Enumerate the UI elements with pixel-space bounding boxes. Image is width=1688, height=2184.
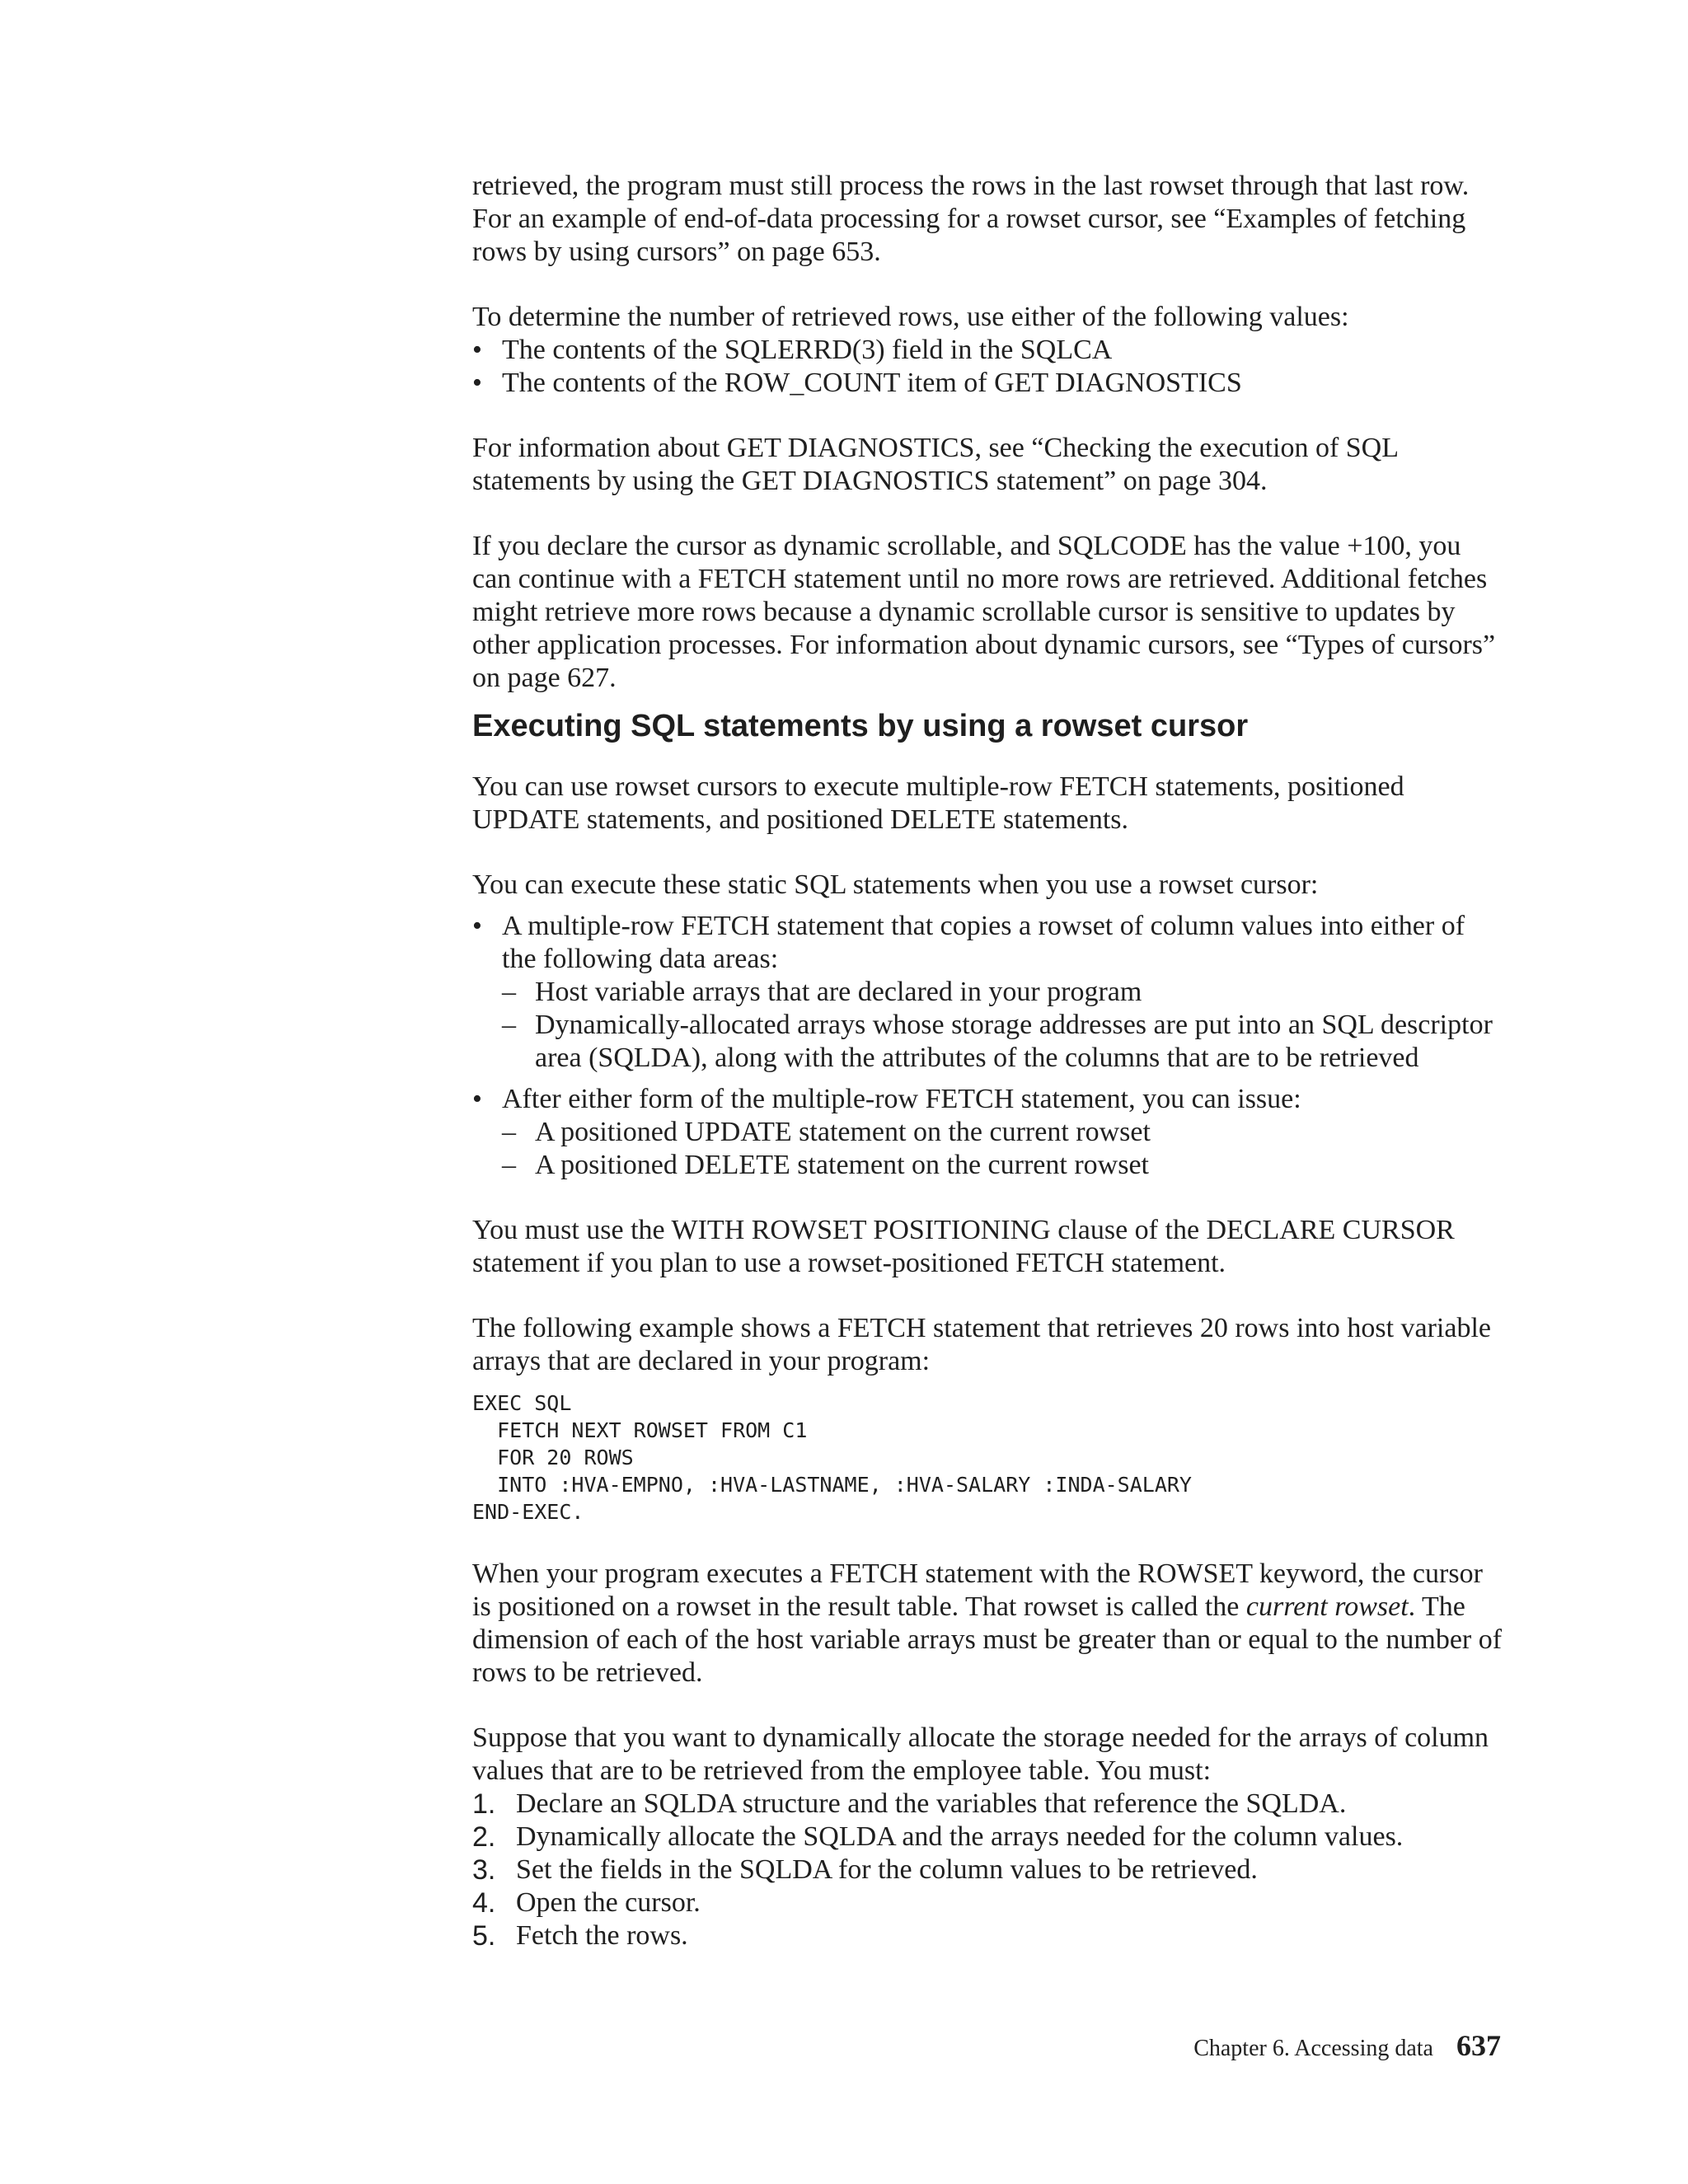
sub-list xyxy=(502,976,1503,1075)
list-item: • The contents of the SQLERRD(3) field in the SQLCA xyxy=(472,334,1503,367)
section-intro: You can use rowset cursors to execute multiple-row FETCH statements, positioned UPDATE statements, and positioned DELETE statements. xyxy=(472,771,1404,835)
paragraph-example-intro: The following example shows a FETCH statement that retrieves 20 rows into host variable arrays that are declared in your program: xyxy=(472,1312,1492,1376)
sub-list-item: – A positioned UPDATE statement on the current rowset xyxy=(502,1116,1503,1149)
list-item xyxy=(472,910,1503,1075)
paragraph-retrieved-rows: To determine the number of retrieved rows, use either of the following values: xyxy=(472,302,1349,332)
sub-list-item: – Dynamically-allocated arrays whose storage addresses are put into an SQL descriptor area (SQLDA), along with the attributes of the columns that are to be retrieved xyxy=(502,1009,1503,1075)
paragraph-end-of-data: retrieved, the program must still process the rows in the last rowset through that last row. For an example of end-of-data processing for a rowset cursor, see “Examples of fetching rows by using cursors” on page 653. xyxy=(472,171,1470,267)
list-item-text: A multiple-row FETCH statement that copies a rowset of column values into either of the following data areas: xyxy=(502,910,1465,974)
step-text: Declare an SQLDA structure and the variables that reference the SQLDA. xyxy=(516,1788,1347,1819)
text-run: When your program executes a FETCH statement with the ROWSET keyword, the cursor is positioned on a rowset in the result table. That rowset is called the xyxy=(472,1558,1483,1622)
code-example: EXEC SQL FETCH NEXT ROWSET FROM C1 FOR 20 ROWS INTO :HVA-EMPNO, :HVA-LASTNAME, :HVA-SALARY :INDA-SALARY END-EXEC. xyxy=(472,1390,1192,1524)
steps-list xyxy=(472,1788,1503,1952)
page-footer xyxy=(1193,2029,1501,2065)
sub-list-item: – Host variable arrays that are declared in your program xyxy=(502,976,1503,1009)
list-item-text: After either form of the multiple-row FETCH statement, you can issue: xyxy=(502,1083,1301,1114)
step-number: 1. xyxy=(472,1788,496,1820)
step-item xyxy=(472,1919,1503,1952)
paragraph-get-diagnostics: For information about GET DIAGNOSTICS, see “Checking the execution of SQL statements by using the GET DIAGNOSTICS statement” on page 304. xyxy=(472,433,1398,496)
step-number: 3. xyxy=(472,1854,496,1886)
list-item: • The contents of the ROW_COUNT item of GET DIAGNOSTICS xyxy=(472,367,1503,400)
paragraph-current-rowset xyxy=(472,1558,1503,1690)
step-item xyxy=(472,1854,1503,1886)
sub-list xyxy=(502,1116,1503,1182)
paragraph-dynamic-scrollable: If you declare the cursor as dynamic scrollable, and SQLCODE has the value +100, you can continue with a FETCH statement until no more rows are retrieved. Additional fetches might retrieve more rows because a dynamic scrollable cursor is sensitive to updates by other application processes. For information about dynamic cursors, see “Types of cursors” on page 627. xyxy=(472,531,1496,693)
chapter-title: Chapter 6. Accessing data xyxy=(1193,2036,1433,2061)
page-number: 637 xyxy=(1456,2029,1501,2062)
step-text: Dynamically allocate the SQLDA and the arrays needed for the column values. xyxy=(516,1821,1404,1852)
section-heading: Executing SQL statements by using a rowset cursor xyxy=(472,709,1249,743)
page-body xyxy=(472,170,1503,1952)
step-number: 5. xyxy=(472,1919,496,1952)
step-item xyxy=(472,1821,1503,1854)
step-number: 4. xyxy=(472,1886,496,1919)
retrieved-rows-list xyxy=(472,334,1503,400)
paragraph-with-rowset: You must use the WITH ROWSET POSITIONING clause of the DECLARE CURSOR statement if you plan to use a rowset-positioned FETCH statement. xyxy=(472,1214,1455,1278)
sub-list-item: – A positioned DELETE statement on the current rowset xyxy=(502,1149,1503,1182)
step-text: Open the cursor. xyxy=(516,1886,701,1918)
step-item xyxy=(472,1886,1503,1919)
text-run: . The dimension of each of the host variable arrays must be greater than or equal to the number of rows to be retrieved. xyxy=(472,1591,1503,1688)
list-item xyxy=(472,1083,1503,1182)
step-text: Set the fields in the SQLDA for the column values to be retrieved. xyxy=(516,1854,1258,1885)
step-item xyxy=(472,1788,1503,1821)
paragraph-suppose: Suppose that you want to dynamically allocate the storage needed for the arrays of column values that are to be retrieved from the employee table. You must: xyxy=(472,1722,1489,1786)
step-text: Fetch the rows. xyxy=(516,1919,688,1951)
emphasis-current-rowset: current rowset xyxy=(1245,1591,1409,1622)
paragraph-static-statements: You can execute these static SQL statements when you use a rowset cursor: xyxy=(472,869,1319,900)
statement-list xyxy=(472,910,1503,1182)
step-number: 2. xyxy=(472,1821,496,1853)
